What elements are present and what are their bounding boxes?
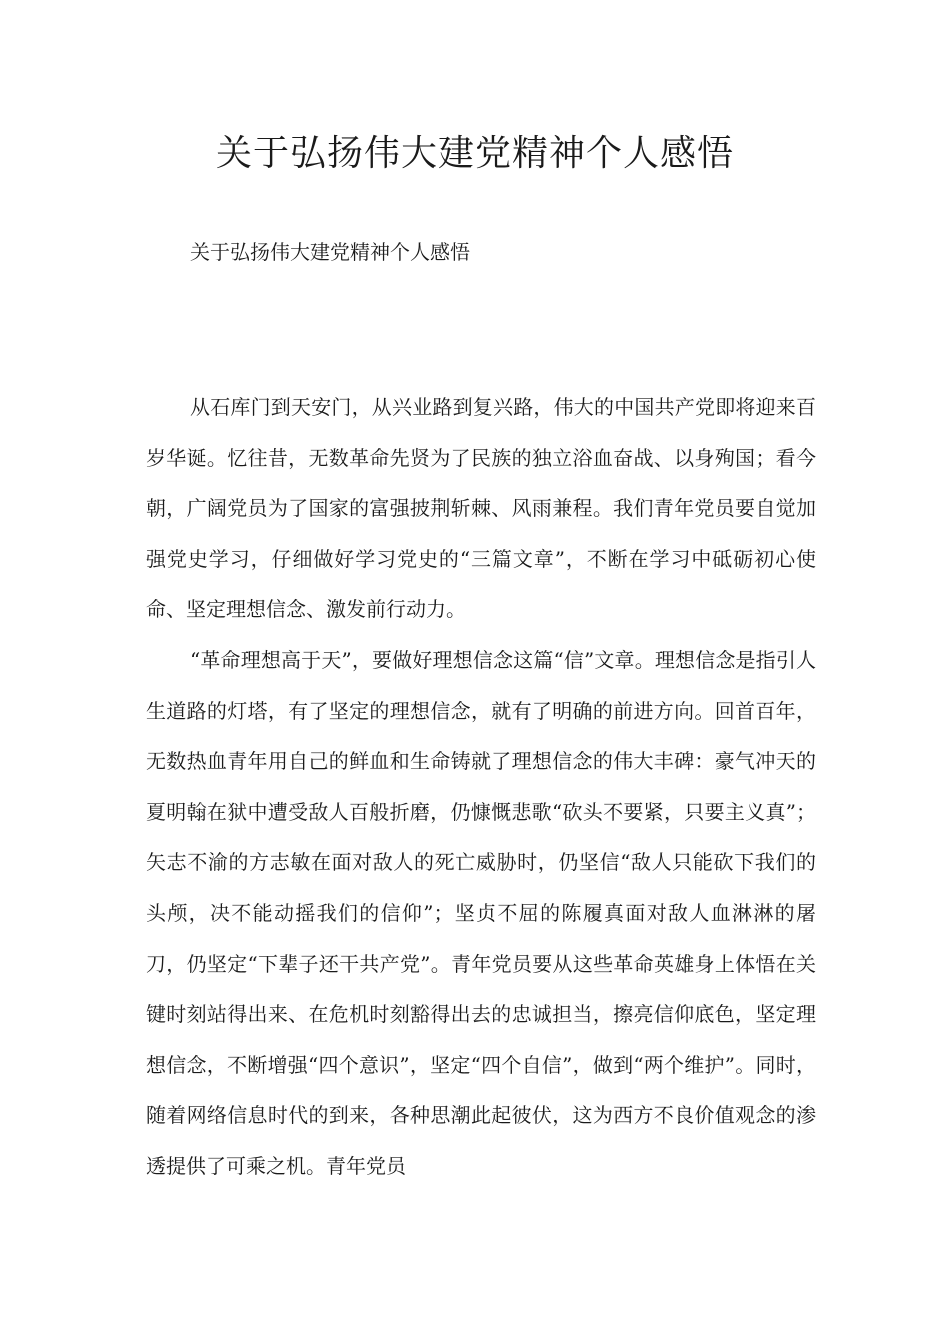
paragraph: 从石库门到天安门，从兴业路到复兴路，伟大的中国共产党即将迎来百岁华诞。忆往昔，无数革命先贤为了民族的独立浴血奋战、以身殉国；看今朝，广阔党员为了国家的富强披荆斩棘、风雨兼程。我们青年党员要自觉加强党史学习，仔细做好学习党史的“三篇文章”，不断在学习中砥砺初心使命、坚定理想信念、激发前行动力。 [146, 395, 816, 622]
document-title: 关于弘扬伟大建党精神个人感悟 [215, 133, 734, 174]
paragraph: “革命理想高于天”，要做好理想信念这篇“信”文章。理想信念是指引人生道路的灯塔，有了坚定的理想信念，就有了明确的前进方向。回首百年，无数热血青年用自己的鲜血和生命铸就了理想信念的伟大丰碑：豪气冲天的夏明翰在狱中遭受敌人百般折磨，仍慷慨悲歌“砍头不要紧，只要主义真”；矢志不渝的方志敏在面对敌人的死亡威胁时，仍坚信“敌人只能砍下我们的头颅，决不能动摇我们的信仰”；坚贞不屈的陈履真面对敌人血淋淋的屠刀，仍坚定“下辈子还干共产党”。青年党员要从这些革命英雄身上体悟在关键时刻站得出来、在危机时刻豁得出去的忠诚担当，擦亮信仰底色，坚定理想信念，不断增强“四个意识”，坚定“四个自信”，做到“两个维护”。同时，随着网络信息时代的到来，各种思潮此起彼伏，这为西方不良价值观念的渗透提供了可乘之机。青年党员 [146, 647, 816, 1178]
document-subtitle: 关于弘扬伟大建党精神个人感悟 [190, 240, 470, 264]
document-body [146, 382, 816, 1192]
